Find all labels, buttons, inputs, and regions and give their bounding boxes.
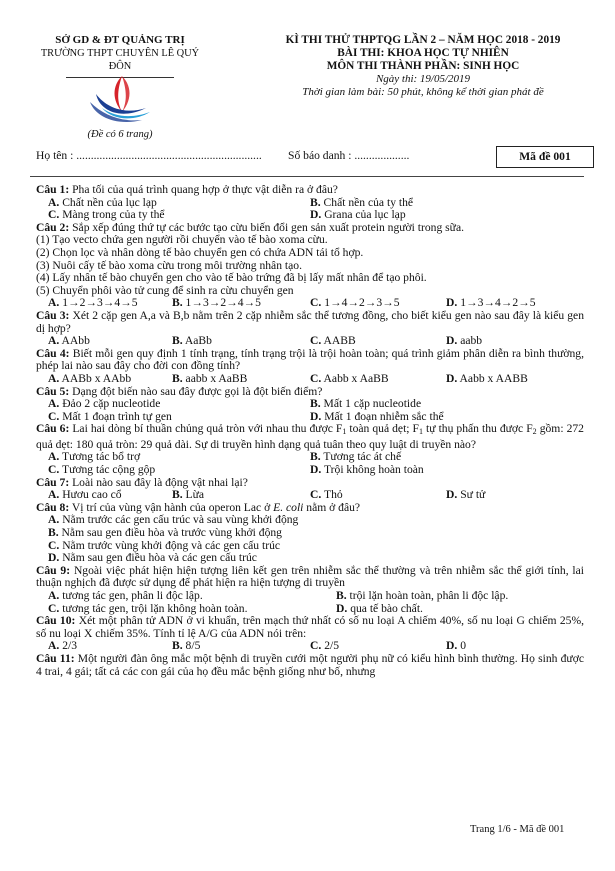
question-7-options [36, 489, 584, 502]
page-footer: Trang 1/6 - Mã đề 001 [470, 824, 565, 835]
question-number: Câu 1: [36, 183, 70, 196]
option-b[interactable]: B. 1→3→2→4→5 [172, 296, 261, 310]
question-number: Câu 2: [36, 220, 70, 234]
question-text: Một người đàn ông mắc một bệnh di truyền cưới một người phụ nữ có kiểu hình bình thường. Họ sinh được 4 trai, 4 gái; tất cả các con gái của họ đều mắc bệnh giống như bố, nhưng [36, 651, 584, 678]
option-a[interactable]: A. 2/3 [48, 639, 78, 653]
school-logo [82, 72, 162, 128]
option-c[interactable]: C. Aabb x AaBB [310, 371, 389, 385]
question-number: Câu 3: [36, 308, 70, 322]
option-d[interactable]: D. Sư tử [446, 488, 486, 502]
subject-title: MÔN THI THÀNH PHẦN: SINH HỌC [326, 60, 520, 72]
exam-code-box: Mã đề 001 [496, 146, 594, 168]
option-d[interactable]: D. Trội không hoàn toàn [310, 463, 424, 477]
exam-date: Ngày thi: 19/05/2019 [375, 73, 471, 85]
question-6: Câu 6: Lai hai dòng bí thuần chủng quả tròn với nhau thu được $F_1$ toàn quả dẹt; $F_1$ tự thụ phấn thu được $F_2$ gồm: 272 quả dẹt: 180 quả tròn: 29 quả dài. Sự di truyền hình dạng quả tuân theo quy luật di truyền nào? [36, 422, 584, 451]
question-10 [36, 615, 584, 640]
option-c[interactable]: C. Tương tác cộng gộp [48, 463, 156, 477]
option-a[interactable]: A. 1→2→3→4→5 [48, 296, 138, 310]
question-text: Ngoài việc phát hiện hiện tượng liên kết gen trên nhiễm sắc thể thường và trên nhiễm sắc thể giới tính, lai thuận nghịch đã được sử dụng để phát hiện ra hiện tượng di truyền [36, 563, 584, 590]
question-text: Dạng đột biến nào sau đây được gọi là đột biến điểm? [72, 384, 323, 398]
question-text: Loài nào sau đây là động vật nhai lại? [72, 475, 248, 489]
paper-title: BÀI THI: KHOA HỌC TỰ NHIÊN [337, 47, 509, 59]
question-3 [36, 310, 584, 335]
school-name: TRƯỜNG THPT CHUYÊN LÊ QUÝ ĐÔN [40, 48, 200, 72]
option-a[interactable]: A. AABb x AAbb [48, 371, 132, 385]
exam-header [258, 34, 588, 99]
question-10-options [36, 640, 584, 653]
option-c[interactable]: C. AABB [310, 334, 356, 348]
option-b[interactable]: B. Lừa [172, 488, 205, 502]
option-b[interactable]: B. Chất nền của ty thể [310, 195, 414, 209]
question-text: Pha tối của quá trình quang hợp ở thực vật diễn ra ở đâu? [72, 183, 338, 196]
step-2: (2) Chọn lọc và nhân dòng tế bào chuyển gen có chứa ADN tái tổ hợp. [36, 245, 364, 259]
option-d[interactable]: D. Grana của lục lạp [310, 208, 406, 222]
option-c[interactable]: C. 2/5 [310, 639, 340, 653]
question-number: Câu 4: [36, 346, 70, 360]
question-list [36, 184, 584, 678]
question-4 [36, 348, 584, 373]
option-c[interactable]: C. Thỏ [310, 488, 343, 502]
option-b[interactable]: B. 8/5 [172, 639, 201, 653]
question-number: Câu 11: [36, 651, 75, 665]
question-9-options-2 [36, 603, 584, 616]
question-2-options [36, 297, 584, 310]
option-b[interactable]: B. Tương tác át chế [310, 450, 402, 464]
option-d[interactable]: D. 1→3→4→2→5 [446, 296, 536, 310]
question-number: Câu 5: [36, 384, 70, 398]
option-a[interactable]: A. Hươu cao cổ [48, 488, 122, 502]
option-b[interactable]: B. trội lặn hoàn toàn, phân li độc lập. [336, 589, 509, 602]
option-a[interactable]: A. AAbb [48, 334, 90, 348]
option-c[interactable]: C. Mất 1 đoạn trình tự gen [48, 409, 172, 423]
candidate-number-field[interactable]: Số báo danh : ................... [288, 149, 410, 162]
question-5-options-2 [36, 411, 584, 424]
question-text: Biết mỗi gen quy định 1 tính trạng, tính trạng trội là trội hoàn toàn; quá trình giảm phân diễn ra bình thường, phép lai nào sau đây cho đời con đồng tính? [36, 346, 584, 373]
exam-title: KÌ THI THỬ THPTQG LẦN 2 – NĂM HỌC 2018 - 2019 [285, 34, 561, 46]
question-text: Xét một phân tử ADN ở vi khuẩn, trên mạch thứ nhất có số nu loại A chiếm 40%, số nu loại G chiếm 25%, số nu loại X chiếm 35%. Tính tỉ lệ A/G của ADN nói trên: [36, 614, 584, 640]
option-a[interactable]: A. Chất nền của lục lạp [48, 195, 157, 209]
question-number: Câu 9: [36, 563, 71, 577]
option-d[interactable]: D. qua tế bào chất. [336, 601, 423, 615]
student-name-field[interactable]: Họ tên : ................................................................ [36, 149, 262, 162]
option-d[interactable]: D. Nằm sau gen điều hòa và các gen cấu trúc [48, 551, 257, 565]
step-5: (5) Chuyển phôi vào tử cung để sinh ra cừu chuyển gen [36, 283, 294, 297]
option-c[interactable]: C. Màng trong của ty thể [48, 208, 165, 222]
question-8-option-d-row [36, 552, 584, 565]
option-b[interactable]: B. AaBb [172, 334, 212, 348]
exam-duration: Thời gian làm bài: 50 phút, không kể thời gian phát đề [302, 86, 544, 98]
option-a[interactable]: A. tương tác gen, phân li độc lập. [48, 589, 203, 602]
option-b[interactable]: B. Mất 1 cặp nucleotide [310, 397, 422, 411]
student-info-row [36, 146, 581, 166]
question-1-options-2 [36, 209, 584, 222]
department-name: SỞ GD & ĐT QUẢNG TRỊ [55, 34, 185, 46]
header-divider [30, 176, 584, 177]
question-3-options [36, 335, 584, 348]
option-a[interactable]: A. Đảo 2 cặp nucleotide [48, 397, 161, 411]
question-number: Câu 7: [36, 475, 70, 489]
question-text: Sắp xếp đúng thứ tự các bước tạo cừu biến đổi gen sản xuất protein người trong sữa. [72, 220, 464, 234]
question-11 [36, 653, 584, 678]
step-3: (3) Nuôi cấy tế bào xoma cừu trong môi trường nhân tạo. [36, 258, 302, 272]
question-9 [36, 565, 584, 590]
option-d[interactable]: D. Aabb x AABB [446, 371, 528, 385]
step-4: (4) Lấy nhân tế bào chuyển gen cho vào tế bào trứng đã bị lấy mất nhân để tạo phôi. [36, 271, 427, 285]
option-c[interactable]: C. 1→4→2→3→5 [310, 296, 400, 310]
question-6-options-2 [36, 464, 584, 477]
option-a[interactable]: A. Nằm trước các gen cấu trúc và sau vùng khởi động [48, 513, 299, 527]
question-4-options [36, 373, 584, 386]
step-1: (1) Tạo vecto chứa gen người rồi chuyển vào tế bào xoma cừu. [36, 233, 328, 247]
option-c[interactable]: C. Nằm trước vùng khởi động và các gen cấu trúc [48, 538, 281, 552]
option-b[interactable]: B. Nằm sau gen điều hòa và trước vùng khởi động [48, 526, 282, 540]
option-d[interactable]: D. Mất 1 đoạn nhiễm sắc thể [310, 409, 444, 423]
option-b[interactable]: B. aabb x AaBB [172, 371, 248, 385]
question-number: Câu 10: [36, 614, 76, 628]
option-d[interactable]: D. aabb [446, 334, 483, 348]
question-8: Câu 8: Vị trí của vùng vận hành của operon Lac ở E. coli nằm ở đâu? [36, 500, 361, 514]
question-number: Câu 6: [36, 422, 70, 436]
question-number: Câu 8: [36, 500, 70, 514]
pages-note: (Đề có 6 trang) [87, 129, 153, 140]
option-c[interactable]: C. tương tác gen, trội lặn không hoàn toàn. [48, 601, 248, 615]
option-d[interactable]: D. 0 [446, 639, 466, 653]
question-text: Xét 2 cặp gen A,a và B,b nằm trên 2 cặp nhiễm sắc thể tương đồng, cho biết kiểu gen nào sau đây là kiểu gen dị hợp? [36, 308, 584, 335]
option-a[interactable]: A. Tương tác bổ trợ [48, 450, 141, 464]
